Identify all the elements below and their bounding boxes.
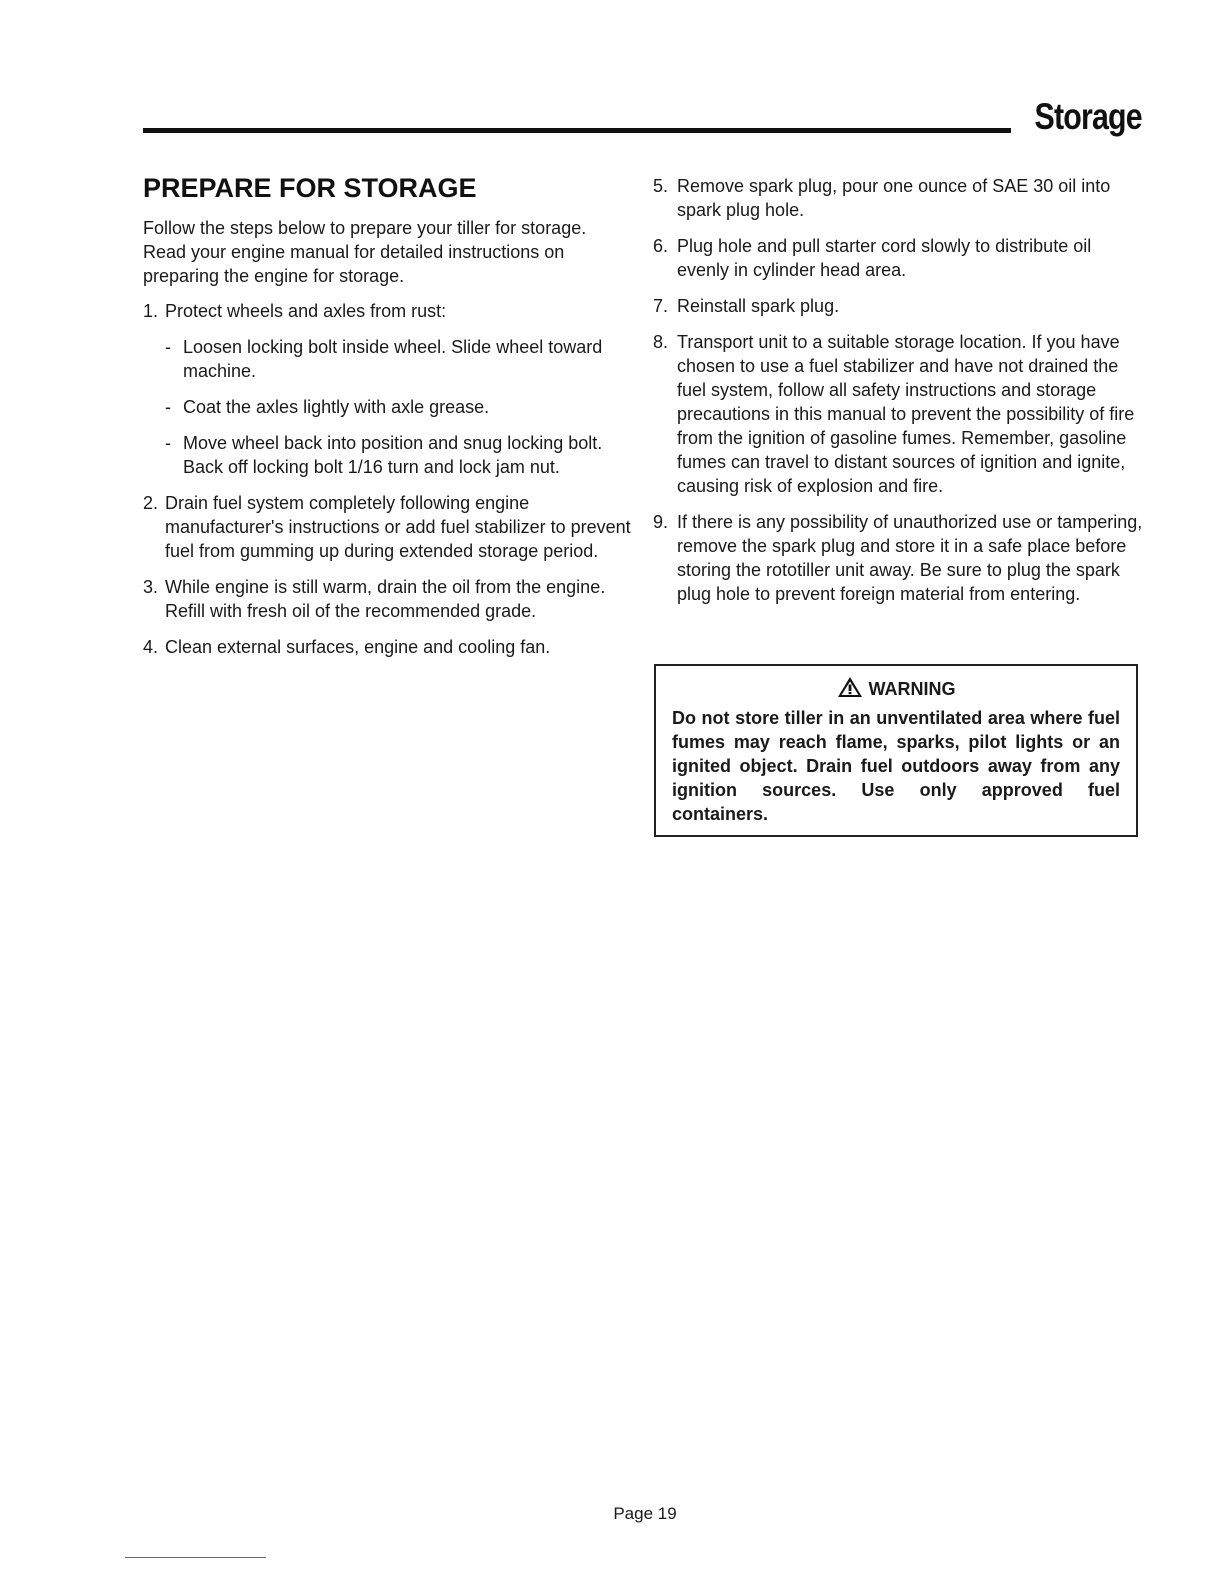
step-text: Plug hole and pull starter cord slowly to distribute oil evenly in cylinder head area.	[677, 236, 1092, 280]
step-number: 2.	[143, 492, 159, 513]
warning-text: Do not store tiller in an unventilated area where fuel fumes may reach flame, sparks, pilot lights or an ignited object. Drain fuel outdoors away from any ignition sources. Use only approved fuel containers.	[672, 708, 1120, 824]
sub-step-text: Loosen locking bolt inside wheel. Slide wheel toward machine.	[183, 336, 603, 381]
step-text: Protect wheels and axles from rust:	[165, 300, 447, 321]
step-number: 4.	[143, 636, 159, 657]
step-text: Transport unit to a suitable storage location. If you have chosen to use a fuel stabilizer and have not drained the fuel system, follow all safety instructions and storage precautions in this manual to prevent the possibility of fire from the ignition of gasoline fumes. Remember, gasoline fumes can travel to distant sources of ignition and ignite, causing risk of explosion and fire.	[677, 332, 1135, 496]
step-text: If there is any possibility of unauthorized use or tampering, remove the spark plug and store it in a safe place before storing the rototiller unit away. Be sure to plug the spark plug hole to prevent foreign material from entering.	[677, 512, 1143, 604]
left-column	[143, 174, 633, 671]
step-item	[653, 330, 1145, 498]
steps-list-right	[653, 174, 1145, 606]
step-item	[143, 491, 633, 563]
step-item	[143, 575, 633, 623]
step-text: While engine is still warm, drain the oil from the engine. Refill with fresh oil of the recommended grade.	[165, 576, 606, 621]
step-item	[653, 174, 1145, 222]
sub-step-item: - Loosen locking bolt inside wheel. Slide wheel toward machine.	[165, 336, 603, 381]
right-column	[653, 174, 1145, 618]
page-header-title: Storage	[1034, 96, 1142, 137]
step-item	[653, 234, 1145, 282]
step-text: Drain fuel system completely following engine manufacturer's instructions or add fuel stabilizer to prevent fuel from gumming up during extended storage period.	[165, 492, 631, 561]
sub-step-text: Move wheel back into position and snug locking bolt. Back off locking bolt 1/16 turn and lock jam nut.	[183, 432, 603, 477]
step-number: 7.	[653, 296, 669, 316]
step-item	[653, 294, 1145, 318]
warning-label: WARNING	[868, 679, 956, 699]
steps-list-left	[143, 299, 633, 659]
step-number: 1.	[143, 300, 159, 321]
step-number: 5.	[653, 176, 669, 196]
sub-step-item: - Coat the axles lightly with axle grease.	[165, 396, 490, 417]
intro-paragraph: Follow the steps below to prepare your tiller for storage. Read your engine manual for detailed instructions on preparing the engine for storage.	[143, 217, 587, 286]
step-text: Remove spark plug, pour one ounce of SAE 30 oil into spark plug hole.	[677, 176, 1111, 220]
step-number: 8.	[653, 332, 669, 352]
header-rule	[143, 128, 1011, 133]
sub-step-item: - Move wheel back into position and snug locking bolt. Back off locking bolt 1/16 turn and lock jam nut.	[165, 432, 603, 477]
step-number: 9.	[653, 512, 669, 532]
step-item	[143, 299, 633, 479]
sub-step-text: Coat the axles lightly with axle grease.	[183, 396, 490, 417]
section-title: PREPARE FOR STORAGE	[143, 173, 477, 203]
step-number: 6.	[653, 236, 669, 256]
step-text: Reinstall spark plug.	[677, 296, 840, 316]
step-text: Clean external surfaces, engine and cooling fan.	[165, 636, 551, 657]
warning-heading	[672, 676, 1120, 701]
page-number: Page 19	[613, 1504, 677, 1523]
bottom-link-underline	[125, 1557, 266, 1558]
warning-box	[654, 664, 1138, 837]
step-item	[143, 635, 633, 659]
step-item	[653, 510, 1145, 606]
warning-triangle-icon	[837, 676, 863, 698]
step-number: 3.	[143, 576, 159, 597]
sub-step-list	[165, 335, 633, 479]
